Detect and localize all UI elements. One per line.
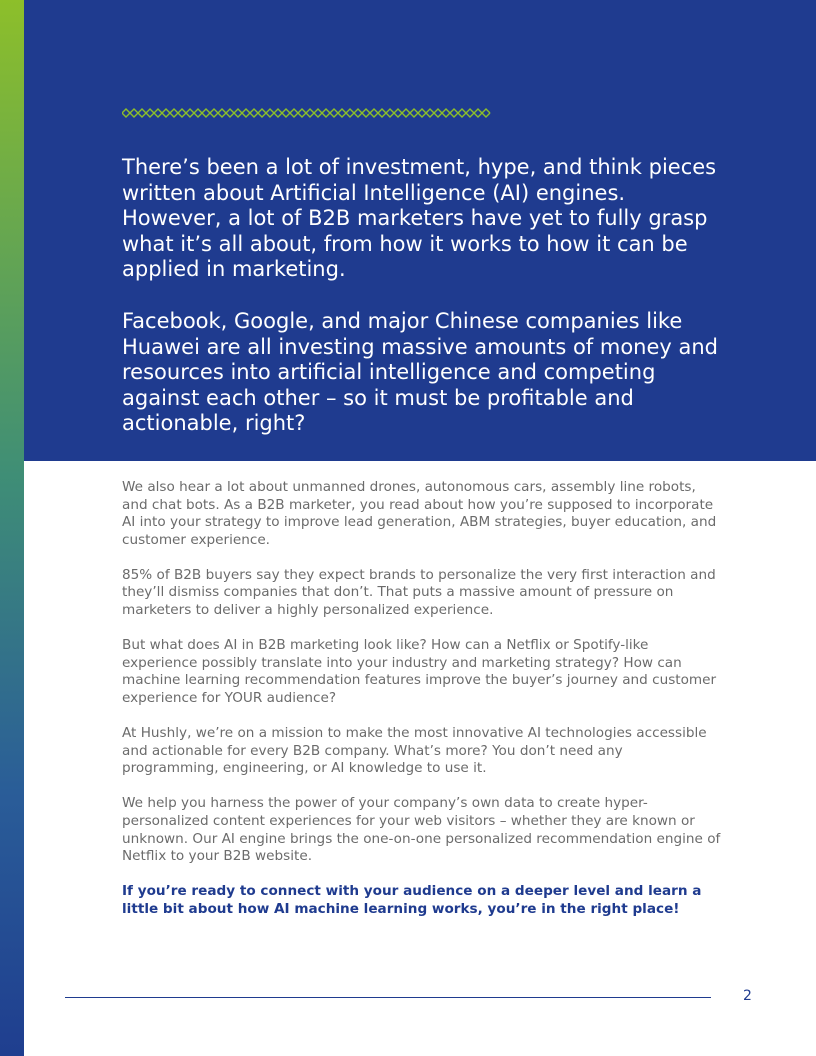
hero-intro [122,155,722,463]
body-paragraph-4: At Hushly, we’re on a mission to make the most innovative AI technologies accessible and actionable for every B2B company. What’s more? You don’t need any programming, engineering, or AI knowledge to use it. [122,725,707,777]
hero-paragraph-1: There’s been a lot of investment, hype, and think pieces written about Artificial Intelligence (AI) engines. However, a lot of B2B marketers have yet to fully grasp what it’s all about, from how it works to how it can be applied in marketing. [122,155,717,282]
footer-rule [65,997,711,998]
body-paragraph-5: We help you harness the power of your company’s own data to create hyper-personalized content experiences for your web visitors – whether they are known or unknown. Our AI engine brings the one-on-one personalized recommendation engine of Netflix to your B2B website. [122,795,721,865]
left-gradient-stripe [0,0,24,1056]
body-paragraph-2: 85% of B2B buyers say they expect brands to personalize the very first interaction and they’ll dismiss companies that don’t. That puts a massive amount of pressure on marketers to deliver a highly personalized experience. [122,566,716,619]
page-number: 2 [743,988,752,1004]
zigzag-ornament [122,104,496,122]
call-to-action: If you’re ready to connect with your audience on a deeper level and learn a little bit about how AI machine learning works, you’re in the right place! [122,883,702,917]
body-content [122,479,722,936]
hero-paragraph-2: Facebook, Google, and major Chinese companies like Huawei are all investing massive amounts of money and resources into artificial intelligence and competing against each other – so it must be profitable and actionable, right? [122,308,719,436]
body-paragraph-3: But what does AI in B2B marketing look like? How can a Netflix or Spotify-like experience possibly translate into your industry and marketing strategy? How can machine learning recommendation features improve the buyer’s journey and customer experience for YOUR audience? [122,637,717,706]
body-paragraph-1: We also hear a lot about unmanned drones, autonomous cars, assembly line robots, and chat bots. As a B2B marketer, you read about how you’re supposed to incorporate AI into your strategy to improve lead generation, ABM strategies, buyer education, and customer experience. [122,479,717,548]
